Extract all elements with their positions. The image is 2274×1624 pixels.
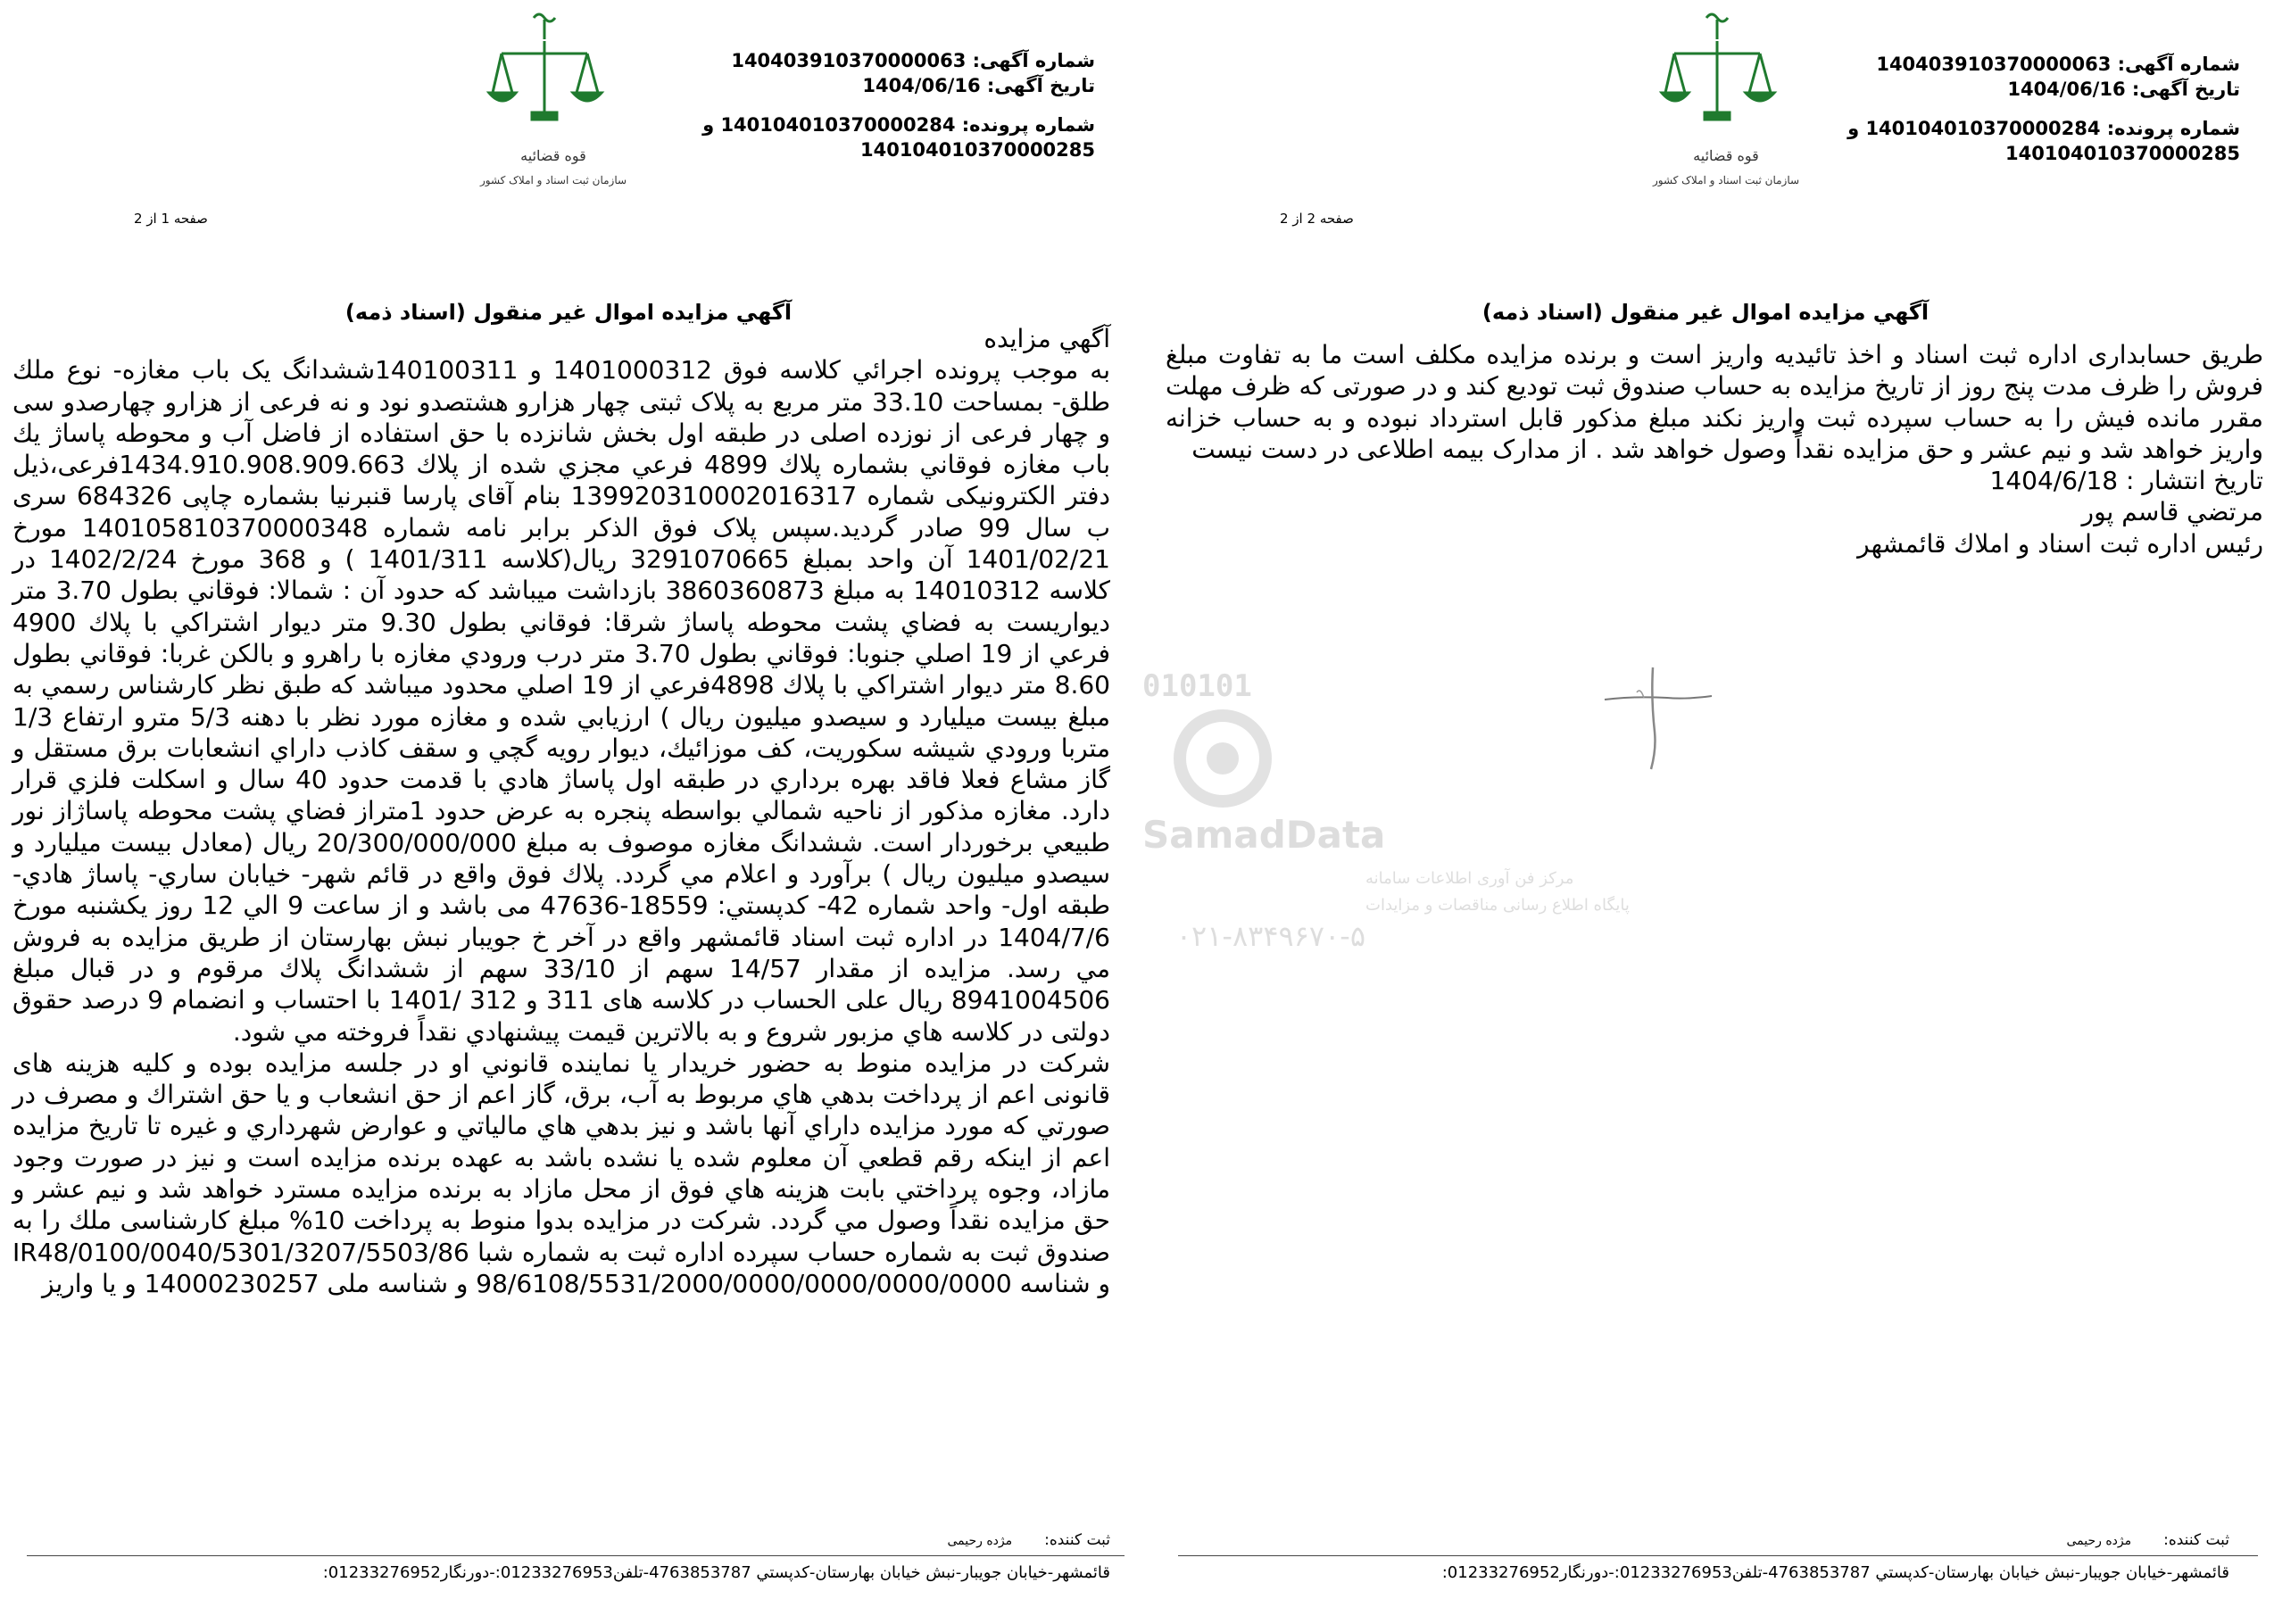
case-number-1: 140104010370000284 bbox=[720, 114, 956, 136]
publish-date: تاريخ انتشار : 1404/6/18 bbox=[1989, 466, 2263, 496]
official-title: رئيس اداره ثبت اسناد و املاك قائمشهر bbox=[1857, 528, 2263, 559]
signer-name: مژده رحیمی bbox=[2066, 1534, 2132, 1548]
notice-date: 1404/06/16 bbox=[2007, 79, 2126, 100]
notice-body-continued bbox=[1166, 339, 2263, 559]
notice-date-label: تاریخ آگهی: bbox=[2131, 79, 2240, 100]
notice-number: 140403910370000063 bbox=[1876, 54, 2112, 75]
case-number-label: شماره پرونده: bbox=[2106, 118, 2240, 139]
watermark-digits: 010101 bbox=[1142, 668, 1252, 704]
body-paragraph: شركت در مزايده منوط به حضور خريدار يا نماينده قانوني او در جلسه مزايده بوده و كليه هزينه هاى قانونى اعم از پرداخت بدهي هاي مربوط به آب، برق، گاز اعم از حق انشعاب و يا حق اشتراك و مصرف در صورتي كه مورد مزايده داراي آنها باشد و نيز بدهي هاي مالياتي و عوارض شهرداري و غيره تا تاريخ مزايده اعم از اينكه رقم قطعي آن معلوم شده يا نشده باشد به عهده برنده مزايده است و نيز در صورت وجود مازاد، وجوه پرداختي بابت هزينه هاي فوق از محل مازاد به برنده مزايده مسترد خواهد شد و نيم عشر و حق مزايده نقداً وصول مي گردد. شركت در مزايده بدوا منوط به پرداخت 10% مبلغ كارشناسی ملك را به صندوق ثبت به شماره حساب سپرده اداره ثبت به شماره شبا IR48/0100/0040/5301/3207/5503/86 و شناسه 98/6108/5531/2000/0000/0000/0000/0000 و شناسه ملی 14000230257 و يا واريز bbox=[12, 1048, 1110, 1298]
document-title: آگهي مزايده اموال غير منقول (اسناد ذمه) bbox=[1481, 300, 1930, 325]
official-name: مرتضي قاسم پور bbox=[2081, 497, 2263, 527]
judiciary-emblem-icon bbox=[1652, 7, 1806, 195]
case-number-2: 140104010370000285 bbox=[2004, 143, 2240, 164]
case-number-2: 140104010370000285 bbox=[859, 139, 1095, 161]
notice-number-label: شماره آگهی: bbox=[2117, 54, 2240, 75]
signer bbox=[947, 1531, 1110, 1549]
emblem-subcaption: سازمان ثبت اسناد و املاک کشور bbox=[479, 174, 627, 186]
notice-body bbox=[12, 323, 1110, 1299]
case-and: و bbox=[1847, 118, 1860, 139]
footer-divider bbox=[27, 1555, 1125, 1556]
page-number: صفحه 2 از 2 bbox=[1280, 211, 1354, 227]
case-number-label: شماره پرونده: bbox=[961, 114, 1095, 136]
case-number-1: 140104010370000284 bbox=[1865, 118, 2101, 139]
emblem-subcaption: سازمان ثبت اسناد و املاک کشور bbox=[1652, 174, 1800, 186]
notice-date: 1404/06/16 bbox=[862, 75, 981, 96]
page-number: صفحه 1 از 2 bbox=[134, 211, 208, 227]
watermark-subtitle-2: پایگاه اطلاع رسانی مناقصات و مزایدات bbox=[1365, 896, 1630, 915]
signer-label: ثبت كننده: bbox=[1044, 1531, 1110, 1549]
signer-label: ثبت كننده: bbox=[2163, 1531, 2229, 1549]
notice-number-label: شماره آگهی: bbox=[972, 50, 1095, 71]
notice-meta bbox=[702, 48, 1095, 162]
body-paragraph: به موجب پرونده اجرائي كلاسه فوق 1401000312 و 140100311ششدانگ یک باب مغازه- نوع ملك طلق- بمساحت 33.10 متر مربع به پلاک ثبتی چهار هزارو هشتصدو نود و نه فرعی از هزارو چهارصدو سی و چهار فرعی از نوزده اصلی در طبقه اول بخش شانزده با حق استفاده از فاضل آب و محوطه پاساژ يك باب مغازه فوقاني بشماره پلاك 4899 فرعي مجزي شده از پلاك 1434.910.908.909.663فرعی،ذیل دفتر الکترونیکی شماره 139920310002016317 بنام آقای پارسا قنبرنیا بشماره چاپی 684326 سری ب سال 99 صادر گردید.سپس پلاک فوق الذکر برابر نامه شماره 140105810370000348 مورخ 1401/02/21 آن واحد بمبلغ 3291070665 ريال(كلاسه 1401/311 ) و 368 مورخ 1402/2/24 در كلاسه 14010312 به مبلغ 3860360873 بازداشت ميباشد كه حدود آن : شمالا: فوقاني بطول 3.70 متر ديواريست به فضاي پشت محوطه پاساژ شرقا: فوقاني بطول 9.30 متر ديوار اشتراكي با پلاك 4900 فرعي از 19 اصلي جنوبا: فوقاني بطول 3.70 متر درب ورودي مغازه با راهرو و بالكن غربا: فوقاني بطول 8.60 متر ديوار اشتراكي با پلاك 4898فرعي از 19 اصلي محدود ميباشد كه طبق نظر كارشناس رسمي به مبلغ بيست ميليارد و سيصدو ميليون ريال ) ارزيابي شده و مغازه مورد نظر با دهنه 5/3 مترو ارتفاع 1/3 متربا ورودي شيشه سكوريت، كف موزائيك، ديوار رويه گچي و سقف كاذب داراي انشعابات برق مستقل و گاز مشاع فعلا فاقد بهره برداري در طبقه اول پاساژ هادي با قدمت حدود 40 سال و اسكلت فلزي قرار دارد. مغازه مذكور از ناحيه شمالي بواسطه پنجره به عرض حدود 1متراز فضاي پشت محوطه پاساژاز نور طبيعي برخوردار است. ششدانگ مغازه موصوف به مبلغ 20/300/000/000 ريال (معادل بيست ميليارد و سيصدو ميليون ريال ) برآورد و اعلام مي گردد. پلاك فوق واقع در قائم شهر- خيابان ساري- پاساژ هادي- طبقه اول- واحد شماره 42- كدپستي: 18559-47636 مى باشد و از ساعت 9 الي 12 روز يكشنبه مورخ 1404/7/6 در اداره ثبت اسناد قائمشهر واقع در آخر خ جويبار نبش بهارستان از طريق مزايده به فروش مي رسد. مزايده از مقدار 14/57 سهم از 33/10 سهم از ششدانگ پلاك مرقوم و در قبال مبلغ 8941004506 ريال على الحساب در كلاسه هاى 311 و 312 /1401 با احتساب و انضمام 9 درصد حقوق دولتی در كلاسه هاي مزبور شروع و به بالاترين قيمت پيشنهادي نقداً فروخته مي شود. bbox=[12, 355, 1111, 1047]
footer-divider bbox=[1178, 1555, 2258, 1556]
watermark-subtitle-1: مرکز فن آوری اطلاعات سامانه bbox=[1365, 869, 1574, 888]
document-title: آگهي مزايده اموال غير منقول (اسناد ذمه) bbox=[344, 300, 793, 325]
signature-scribble-icon bbox=[1598, 660, 1722, 776]
footer-address: قائمشهر-خیابان جویبار-نبش خیابان بهارستان-کدپستي 4763853787-تلفن01233276953:-دورنگار01233276952: bbox=[1441, 1563, 2229, 1582]
body-heading: آگهي مزايده bbox=[983, 324, 1110, 353]
footer-address: قائمشهر-خیابان جویبار-نبش خیابان بهارستان-کدپستي 4763853787-تلفن01233276953:-دورنگار01233276952: bbox=[322, 1563, 1110, 1582]
page-two bbox=[1137, 0, 2274, 1624]
signer bbox=[2066, 1531, 2229, 1549]
emblem-caption: قوه قضائیه bbox=[520, 147, 586, 164]
notice-meta bbox=[1847, 52, 2240, 166]
case-and: و bbox=[702, 114, 715, 136]
emblem-caption: قوه قضائیه bbox=[1693, 147, 1759, 164]
notice-date-label: تاریخ آگهی: bbox=[986, 75, 1095, 96]
judiciary-emblem-icon bbox=[479, 7, 634, 195]
body-paragraph: طريق حسابداری اداره ثبت اسناد و اخذ تائيديه واريز است و برنده مزايده مكلف است ما به تفاوت مبلغ فروش را ظرف مدت پنج روز از تاريخ مزايده به حساب صندوق ثبت توديع كند و در صورتی كه ظرف مهلت مقرر مانده فيش را به حساب سپرده ثبت واريز نكند مبلغ مذكور قابل استرداد نبوده و به حساب خزانه واريز خواهد شد و نيم عشر و حق مزايده نقداً وصول خواهد شد . از مدارک بیمه اطلاعی در دست نیست bbox=[1166, 340, 2263, 464]
watermark-phone: ۰۲۱-۸۳۴۹۶۷۰-۵ bbox=[1175, 919, 1365, 953]
signer-name: مژده رحیمی bbox=[947, 1534, 1013, 1548]
notice-number: 140403910370000063 bbox=[731, 50, 967, 71]
watermark-brand: SamadData bbox=[1142, 813, 1386, 857]
